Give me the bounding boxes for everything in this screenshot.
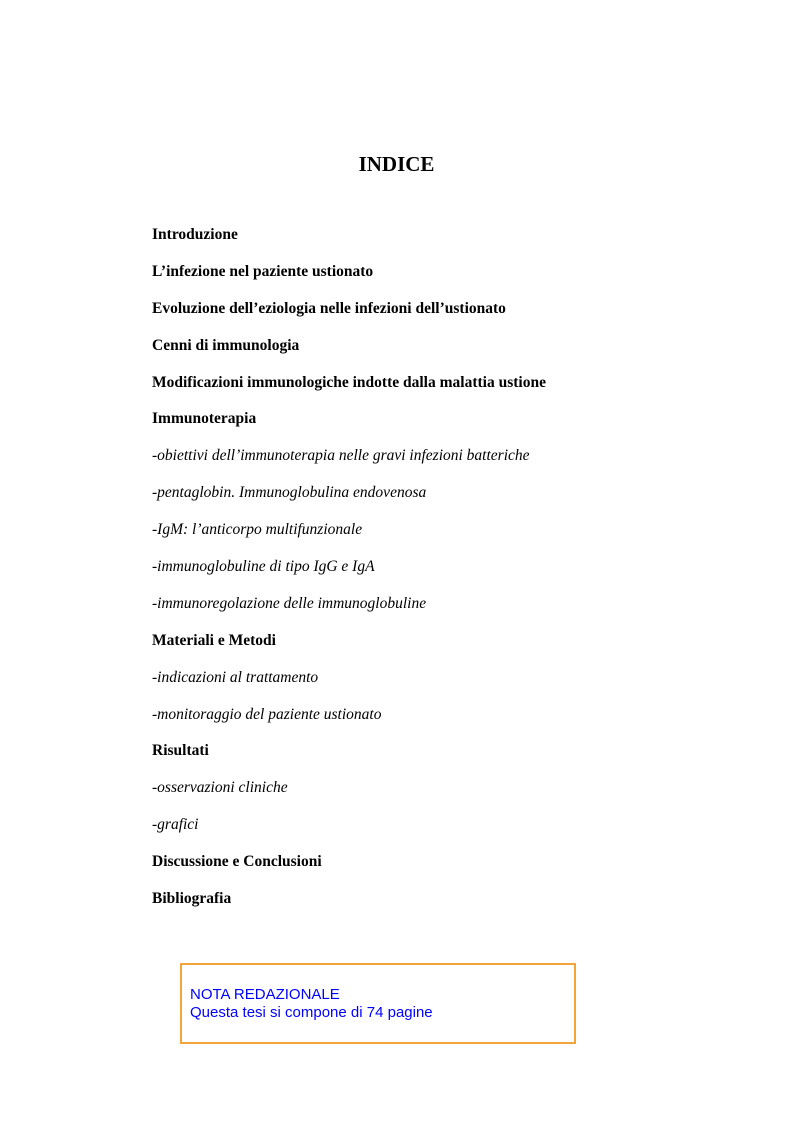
toc-section-entry: Modificazioni immunologiche indotte dalla malattia ustione	[152, 373, 546, 391]
toc-subsection-entry: -pentaglobin. Immunoglobulina endovenosa	[152, 484, 427, 502]
toc-section-entry: Introduzione	[152, 226, 238, 243]
toc-subsection-entry: -immunoglobuline di tipo IgG e IgA	[152, 558, 375, 576]
toc-section-entry: L’infezione nel paziente ustionato	[152, 262, 374, 280]
editorial-note-body: Questa tesi si compone di 74 pagine	[190, 1004, 433, 1021]
toc-section-entry: Materiali e Metodi	[152, 631, 276, 649]
toc-subsection-entry: -osservazioni cliniche	[152, 779, 288, 797]
toc-section-entry: Bibliografia	[152, 890, 232, 908]
toc-subsection-entry: -IgM: l’anticorpo multifunzionale	[152, 521, 363, 539]
toc-subsection-entry: -indicazioni al trattamento	[152, 668, 319, 686]
toc-section-entry: Immunoterapia	[152, 410, 257, 428]
toc-subsection-entry: -monitoraggio del paziente ustionato	[152, 705, 382, 723]
editorial-note-heading: NOTA REDAZIONALE	[190, 986, 340, 1003]
toc-subsection-entry: -grafici	[152, 816, 199, 834]
toc-section-entry: Risultati	[152, 742, 209, 760]
toc-section-entry: Discussione e Conclusioni	[152, 853, 322, 871]
toc-section-entry: Cenni di immunologia	[152, 336, 300, 354]
toc-subsection-entry: -obiettivi dell’immunoterapia nelle gravi infezioni batteriche	[152, 447, 530, 465]
table-of-contents	[152, 224, 546, 925]
toc-section-entry: Evoluzione dell’eziologia nelle infezioni dell’ustionato	[152, 299, 506, 317]
page-title: INDICE	[358, 152, 435, 176]
toc-subsection-entry: -immunoregolazione delle immunoglobuline	[152, 594, 427, 612]
editorial-note-box	[180, 963, 576, 1044]
